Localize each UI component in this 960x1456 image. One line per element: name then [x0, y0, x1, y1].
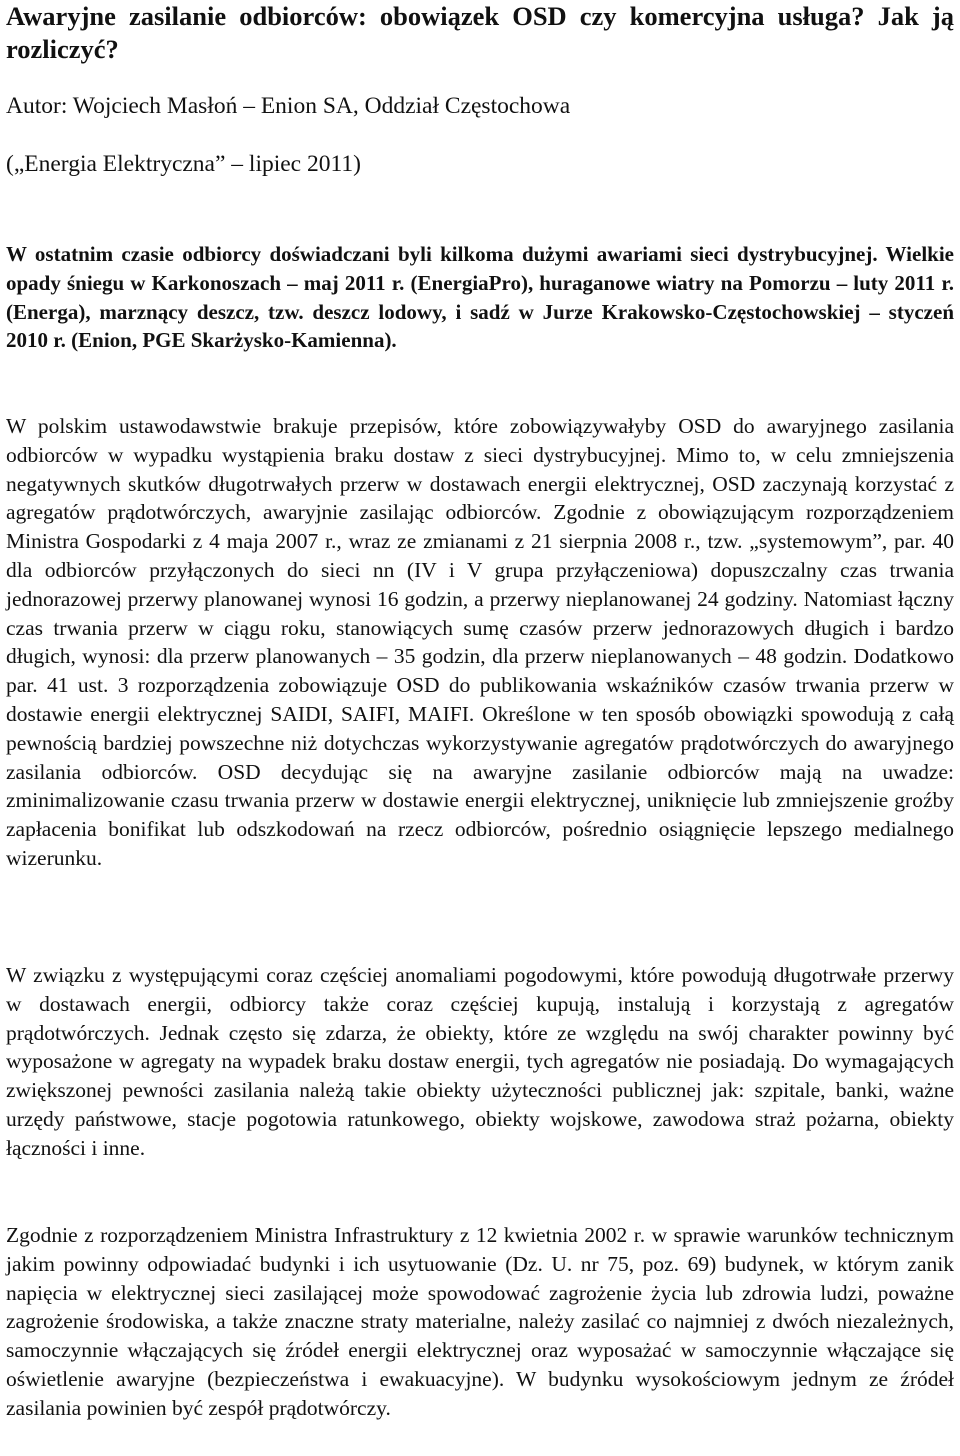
article-title: Awaryjne zasilanie odbiorców: obowiązek OSD czy komercyjna usługa? Jak ją rozliczyć? [6, 1, 954, 64]
article-author: Autor: Wojciech Masłoń – Enion SA, Oddział Częstochowa [6, 93, 571, 119]
body-paragraph: W polskim ustawodawstwie brakuje przepisów, które zobowiązywałyby OSD do awaryjnego zasilania odbiorców w wypadku wystąpienia braku dostaw z sieci dystrybucyjnej. Mimo to, w celu zmniejszenia negatywnych skutków długotrwałych przerw w dostawach energii elektrycznej, OSD zaczynają korzystać z agregatów prądotwórczych, awaryjnie zasilając odbiorców. Zgodnie z obowiązującym rozporządzeniem Ministra Gospodarki z 4 maja 2007 r., wraz ze zmianami z 21 sierpnia 2008 r., tzw. „systemowym”, par. 40 dla odbiorców przyłączonych do sieci nn (IV i V grupa przyłączeniowa) dopuszczalny czas trwania jednorazowej przerwy planowanej wynosi 16 godzin, a przerwy nieplanowanej 24 godziny. Natomiast łączny czas trwania przerw w ciągu roku, stanowiących sumę czasów przerw jednorazowych długich i bardzo długich, wynosi: dla przerw planowanych – 35 godzin, dla przerw nieplanowanych – 48 godzin. Dodatkowo par. 41 ust. 3 rozporządzenia zobowiązuje OSD do publikowania wskaźników czasów trwania przerw w dostawie energii elektrycznej SAIDI, SAIFI, MAIFI. Określone w ten sposób obowiązki spowodują z całą pewnością bardziej powszechne niż dotychczas wykorzystywanie agregatów prądotwórczych do awaryjnego zasilania odbiorców. OSD decydując się na awaryjne zasilanie odbiorców mają na uwadze: zminimalizowanie czasu trwania przerw w dostawie energii elektrycznej, uniknięcie lub zmniejszenie groźby zapłacenia bonifikat lub odszkodowań na rzecz odbiorców, pośrednio osiągnięcie lepszego medialnego wizerunku. [6, 414, 954, 870]
article-lead: W ostatnim czasie odbiorcy doświadczani byli kilkoma dużymi awariami sieci dystrybucyjnej. Wielkie opady śniegu w Karkonoszach – maj 2011 r. (EnergiaPro), huraganowe wiatry na Pomorzu – luty 2011 r. (Energa), marznący deszcz, tzw. deszcz lodowy, i sadź w Jurze Krakowsko-Częstochowskiej – styczeń 2010 r. (Enion, PGE Skarżysko-Kamienna). [6, 242, 954, 353]
body-paragraph: W związku z występującymi coraz częściej anomaliami pogodowymi, które powodują długotrwałe przerwy w dostawach energii, odbiorcy także coraz częściej kupują, instalują i korzystają z agregatów prądotwórczych. Jednak często się zdarza, że obiekty, które ze względu na swój charakter powinny być wyposażone w agregaty na wypadek braku dostaw energii, tych agregatów nie posiadają. Do wymagających zwiększonej pewności zasilania należą takie obiekty użyteczności publicznej jak: szpitale, banki, ważne urzędy państwowe, stacje pogotowia ratunkowego, obiekty wojskowe, zawodowa straż pożarna, obiekty łączności i inne. [6, 963, 954, 1160]
body-paragraph: Zgodnie z rozporządzeniem Ministra Infrastruktury z 12 kwietnia 2002 r. w sprawie warunków technicznym jakim powinny odpowiadać budynki i ich usytuowanie (Dz. U. nr 75, poz. 69) budynek, w którym zanik napięcia w elektrycznej sieci zasilającej może spowodować zagrożenie życia lub zdrowia ludzi, poważne zagrożenie środowiska, a także znaczne straty materialne, należy zasilać co najmniej z dwóch niezależnych, samoczynnie włączających się źródeł energii elektrycznej oraz wyposażać w samoczynnie włączające się oświetlenie awaryjne (bezpieczeństwa i ewakuacyjne). W budynku wysokościowym jednym ze źródeł zasilania powinien być zespół prądotwórczy. [6, 1223, 954, 1420]
article-source: („Energia Elektryczna” – lipiec 2011) [6, 151, 361, 177]
